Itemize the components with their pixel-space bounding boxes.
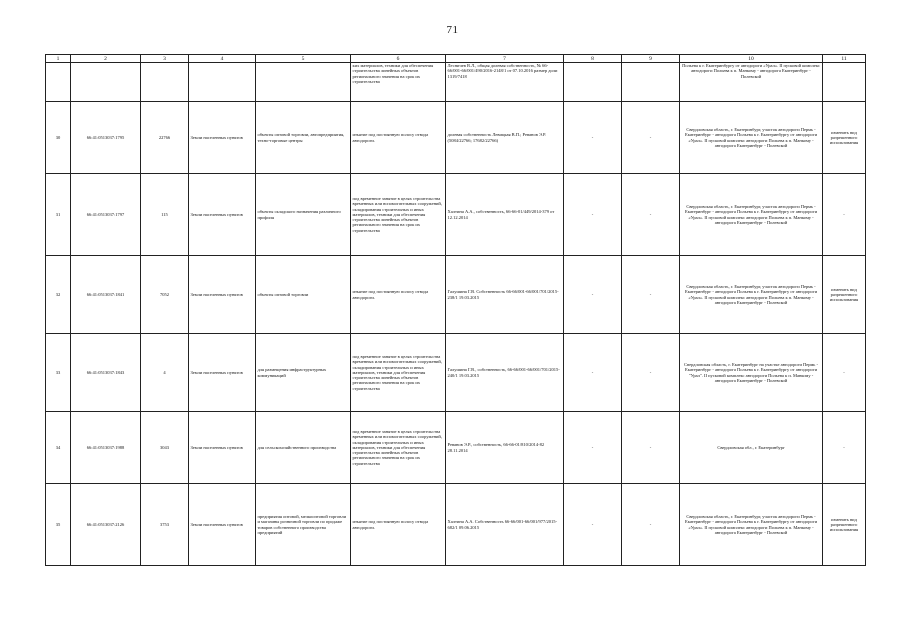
permitted-use: предприятия оптовой, мелкооптовой торговли и магазины розничной торговли по продаже товаров собственного производства предприятий — [256, 484, 351, 566]
restriction-type: изъятие под постоянную полосу отвода автодороги. — [351, 484, 446, 566]
table-row — [46, 174, 866, 256]
parcel-location: Свердловская область, г. Екатеринбург, участок автодороги Пермь - Екатеринбург - автодорога Польева к г. Екатеринбургу от автодороги «Урал». II пусковой комплекс автодороги Польева к п. Манкому - автодорога Екатеринбург - Полевской — [680, 174, 823, 256]
parcel-area: 4 — [141, 334, 189, 412]
column-8-value: - — [564, 256, 622, 334]
column-8-value — [564, 63, 622, 102]
table-row — [46, 63, 866, 102]
row-number: 35 — [46, 484, 71, 566]
column-9-value: - — [622, 484, 680, 566]
owner-rights: Галушина Г.В., собственность, 66-66/001-66/001/701/2015-240/1 19.03.2015 — [446, 334, 564, 412]
column-9-value: - — [622, 174, 680, 256]
column-header: 10 — [680, 55, 823, 63]
row-number: 31 — [46, 174, 71, 256]
column-header: 3 — [141, 55, 189, 63]
column-numbers-row — [46, 55, 866, 63]
table-row — [46, 412, 866, 484]
row-note: изменить вид разрешенного использования — [823, 256, 866, 334]
land-category: Земли населенных пунктов — [189, 412, 256, 484]
column-8-value: - — [564, 102, 622, 174]
cadastral-number: 66:41:0513037:1797 — [71, 174, 141, 256]
column-9-value — [622, 63, 680, 102]
parcel-location: Свердловская область, г. Екатеринбург, участок автодороги Пермь - Екатеринбург - автодорога Польева к г. Екатеринбургу от автодороги «Урал». II пусковой комплекс автодороги Польева к п. Манкому - автодорога Екатеринбург - Полевской — [680, 102, 823, 174]
table-row — [46, 256, 866, 334]
column-8-value: - — [564, 334, 622, 412]
restriction-type: изъятие под постоянную полосу отвода автодороги. — [351, 102, 446, 174]
parcel-area — [141, 63, 189, 102]
permitted-use: для сельскохозяйственного производства — [256, 412, 351, 484]
column-9-value: - — [622, 102, 680, 174]
owner-rights: Галушина Г.В. Собственность 66-66/001-66/001/701/2015-238/1 19.03.2015 — [446, 256, 564, 334]
row-number: 33 — [46, 334, 71, 412]
owner-rights: Халтина А.А. Собственность 66-66/001-66/001/977/2015-682/1 09.06.2015 — [446, 484, 564, 566]
column-8-value: - — [564, 412, 622, 484]
restriction-type: под временное занятие в целях строительства временных или вспомогательных сооружений, складирования строительных и иных материалов, техники для обеспечения строительства линейных объектов регионального значения на срок их строительства — [351, 334, 446, 412]
column-8-value: - — [564, 484, 622, 566]
column-9-value: - — [622, 256, 680, 334]
row-note: - — [823, 174, 866, 256]
column-header: 1 — [46, 55, 71, 63]
owner-rights: Халтина А.А., собственность, 66-66-01/449/2014-379 от 12.12.2014 — [446, 174, 564, 256]
page-number: 71 — [446, 24, 459, 36]
parcel-location: Польева к г. Екатеринбургу от автодороги «Урал». II пусковой комплекс автодороги Польева к п. Манкому - автодорога Екатеринбург - Полевской — [680, 63, 823, 102]
cadastral-number: 66:41:0513037:1843 — [71, 334, 141, 412]
land-category: Земли населенных пунктов — [189, 484, 256, 566]
row-number: 32 — [46, 256, 71, 334]
permitted-use: объекты оптовой торговли — [256, 256, 351, 334]
parcel-location: Свердловская область, г. Екатеринбург на участке автодороги Пермь - Екатеринбург - автодорога Польева к г. Екатеринбургу от автодороги "Урал". II пусковой комплекс автодороги Польева к п. Манкому - автодорога Екатеринбург - Полевской — [680, 334, 823, 412]
column-header: 8 — [564, 55, 622, 63]
column-header: 6 — [351, 55, 446, 63]
column-header: 2 — [71, 55, 141, 63]
column-9-value: - — [622, 412, 680, 484]
restriction-type: ких материалов, техники для обеспечения строительства линейных объектов регионального значения на срок их строительства — [351, 63, 446, 102]
row-note: - — [823, 334, 866, 412]
row-number: 34 — [46, 412, 71, 484]
owner-rights: Реванов Э.Р., собственность, 66-66-01/810/2014-82 28.11.2014 — [446, 412, 564, 484]
land-category: Земли населенных пунктов — [189, 174, 256, 256]
row-note — [823, 63, 866, 102]
row-note: изменить вид разрешенного использования — [823, 484, 866, 566]
land-parcels-table — [45, 54, 866, 566]
parcel-area: 3753 — [141, 484, 189, 566]
owner-rights: долевая собственность Левицкая В.П.; Реванов Э.Р. (5084/22766; 17682/22766) — [446, 102, 564, 174]
column-header: 4 — [189, 55, 256, 63]
table-row — [46, 102, 866, 174]
cadastral-number: 66:41:0513037:1841 — [71, 256, 141, 334]
column-header: 11 — [823, 55, 866, 63]
cadastral-number — [71, 63, 141, 102]
permitted-use: объекты складского назначения различного профиля — [256, 174, 351, 256]
column-header: 5 — [256, 55, 351, 63]
column-8-value: - — [564, 174, 622, 256]
parcel-area: 22766 — [141, 102, 189, 174]
row-note: - — [823, 412, 866, 484]
cadastral-number: 66:41:0513037:2126 — [71, 484, 141, 566]
parcel-area: 3043 — [141, 412, 189, 484]
restriction-type: под временное занятие в целях строительства временных или вспомогательных сооружений, складирования строительных и иных материалов, техники для обеспечения строительства линейных объектов регионального значения на срок их строительства — [351, 412, 446, 484]
cadastral-number: 66:41:0513037:1988 — [71, 412, 141, 484]
owner-rights: Лесничев В.Л., общая долевая собственность, № 66-66/001-66/001/490/2016-2148/1 от 07.10.2016 размер доли 1319/7418 — [446, 63, 564, 102]
parcel-location: Свердловская область, г. Екатеринбург, участок автодороги Пермь - Екатеринбург - автодорога Польева к г. Екатеринбургу от автодороги «Урал». II пусковой комплекс автодороги Польева к п. Манкому - автодорога Екатеринбург - Полевской — [680, 484, 823, 566]
parcel-location: Свердловская область, г. Екатеринбург, участок автодороги Пермь - Екатеринбург - автодорога Польева к г. Екатеринбургу от автодороги «Урал». II пусковой комплекс автодороги Польева к п. Манкому - автодорога Екатеринбург - Полевской — [680, 256, 823, 334]
row-number — [46, 63, 71, 102]
land-category: Земли населенных пунктов — [189, 102, 256, 174]
column-header: 9 — [622, 55, 680, 63]
restriction-type: изъятие под постоянную полосу отвода автодороги. — [351, 256, 446, 334]
table-row — [46, 334, 866, 412]
table-row — [46, 484, 866, 566]
restriction-type: под временное занятие в целях строительства временных или вспомогательных сооружений, складирования строительных и иных материалов, техники для обеспечения строительства линейных объектов регионального значения на срок их строительства — [351, 174, 446, 256]
cadastral-number: 66:41:0513037:1795 — [71, 102, 141, 174]
column-header: 7 — [446, 55, 564, 63]
parcel-area: 115 — [141, 174, 189, 256]
permitted-use: объекты оптовой торговли, автопредприятия, техно-торговые центры — [256, 102, 351, 174]
permitted-use — [256, 63, 351, 102]
row-note: изменить вид разрешенного использования — [823, 102, 866, 174]
land-category: Земли населенных пунктов — [189, 334, 256, 412]
land-category: Земли населенных пунктов — [189, 256, 256, 334]
land-category — [189, 63, 256, 102]
parcel-location: Свердловская обл., г. Екатеринбург — [680, 412, 823, 484]
column-9-value: - — [622, 334, 680, 412]
parcel-area: 7052 — [141, 256, 189, 334]
row-number: 30 — [46, 102, 71, 174]
permitted-use: для размещения инфраструктурных коммуникаций — [256, 334, 351, 412]
